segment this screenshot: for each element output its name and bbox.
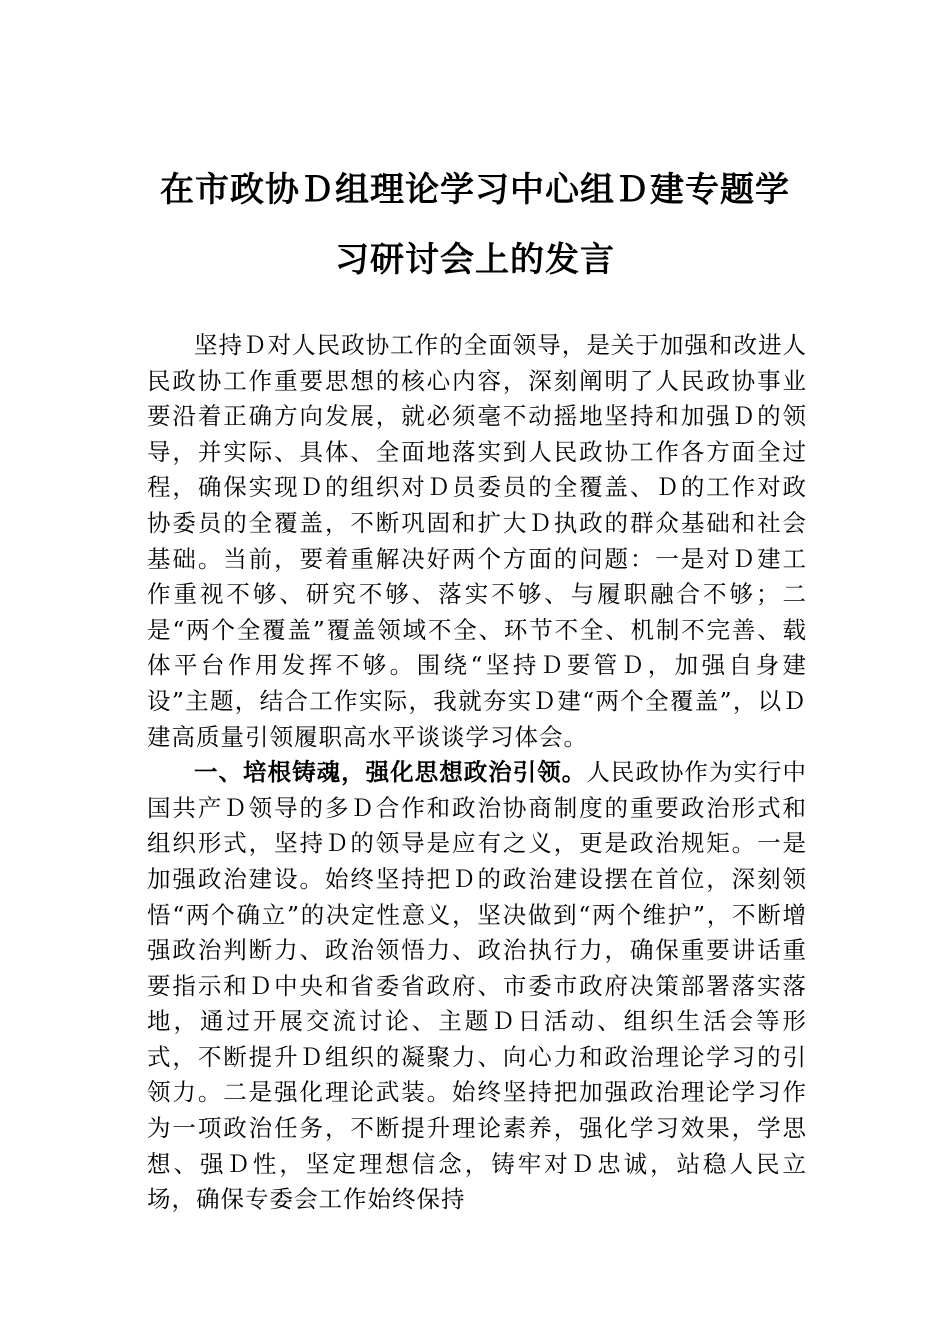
section-1-paragraph: [147, 755, 807, 1218]
intro-paragraph: 坚持Ｄ对人民政协工作的全面领导，是关于加强和改进人民政协工作重要思想的核心内容，深刻阐明了人民政协事业要沿着正确方向发展，就必须毫不动摇地坚持和加强Ｄ的领导，并实际、具体、全面地落实到人民政协工作各方面全过程，确保实现Ｄ的组织对Ｄ员委员的全覆盖、Ｄ的工作对政协委员的全覆盖，不断巩固和扩大Ｄ执政的群众基础和社会基础。当前，要着重解决好两个方面的问题：一是对Ｄ建工作重视不够、研究不够、落实不够、与履职融合不够；二是“两个全覆盖”覆盖领域不全、环节不全、机制不完善、载体平台作用发挥不够。围绕“坚持Ｄ要管Ｄ，加强自身建设”主题，结合工作实际，我就夯实Ｄ建“两个全覆盖”，以Ｄ建高质量引领履职高水平谈谈学习体会。: [147, 331, 807, 751]
title-line-2: 习研讨会上的发言: [335, 240, 615, 280]
section-1-text: 人民政协作为实行中国共产Ｄ领导的多Ｄ合作和政治协商制度的重要政治形式和组织形式，坚持Ｄ的领导是应有之义，更是政治规矩。一是加强政治建设。始终坚持把Ｄ的政治建设摆在首位，深刻领悟“两个确立”的决定性意义，坚决做到“两个维护”，不断增强政治判断力、政治领悟力、政治执行力，确保重要讲话重要指示和Ｄ中央和省委省政府、市委市政府决策部署落实落地，通过开展交流讨论、主题Ｄ日活动、组织生活会等形式，不断提升Ｄ组织的凝聚力、向心力和政治理论学习的引领力。二是强化理论武装。始终坚持把加强政治理论学习作为一项政治任务，不断提升理论素养，强化学习效果，学思想、强Ｄ性，坚定理想信念，铸牢对Ｄ忠诚，站稳人民立场，确保专委会工作始终保持: [147, 758, 808, 1214]
document-body: [147, 328, 807, 1218]
document-title: [120, 155, 830, 295]
section-1-heading: 一、培根铸魂，强化思想政治引领。: [194, 758, 587, 787]
title-line-1: 在市政协Ｄ组理论学习中心组Ｄ建专题学: [160, 170, 790, 210]
